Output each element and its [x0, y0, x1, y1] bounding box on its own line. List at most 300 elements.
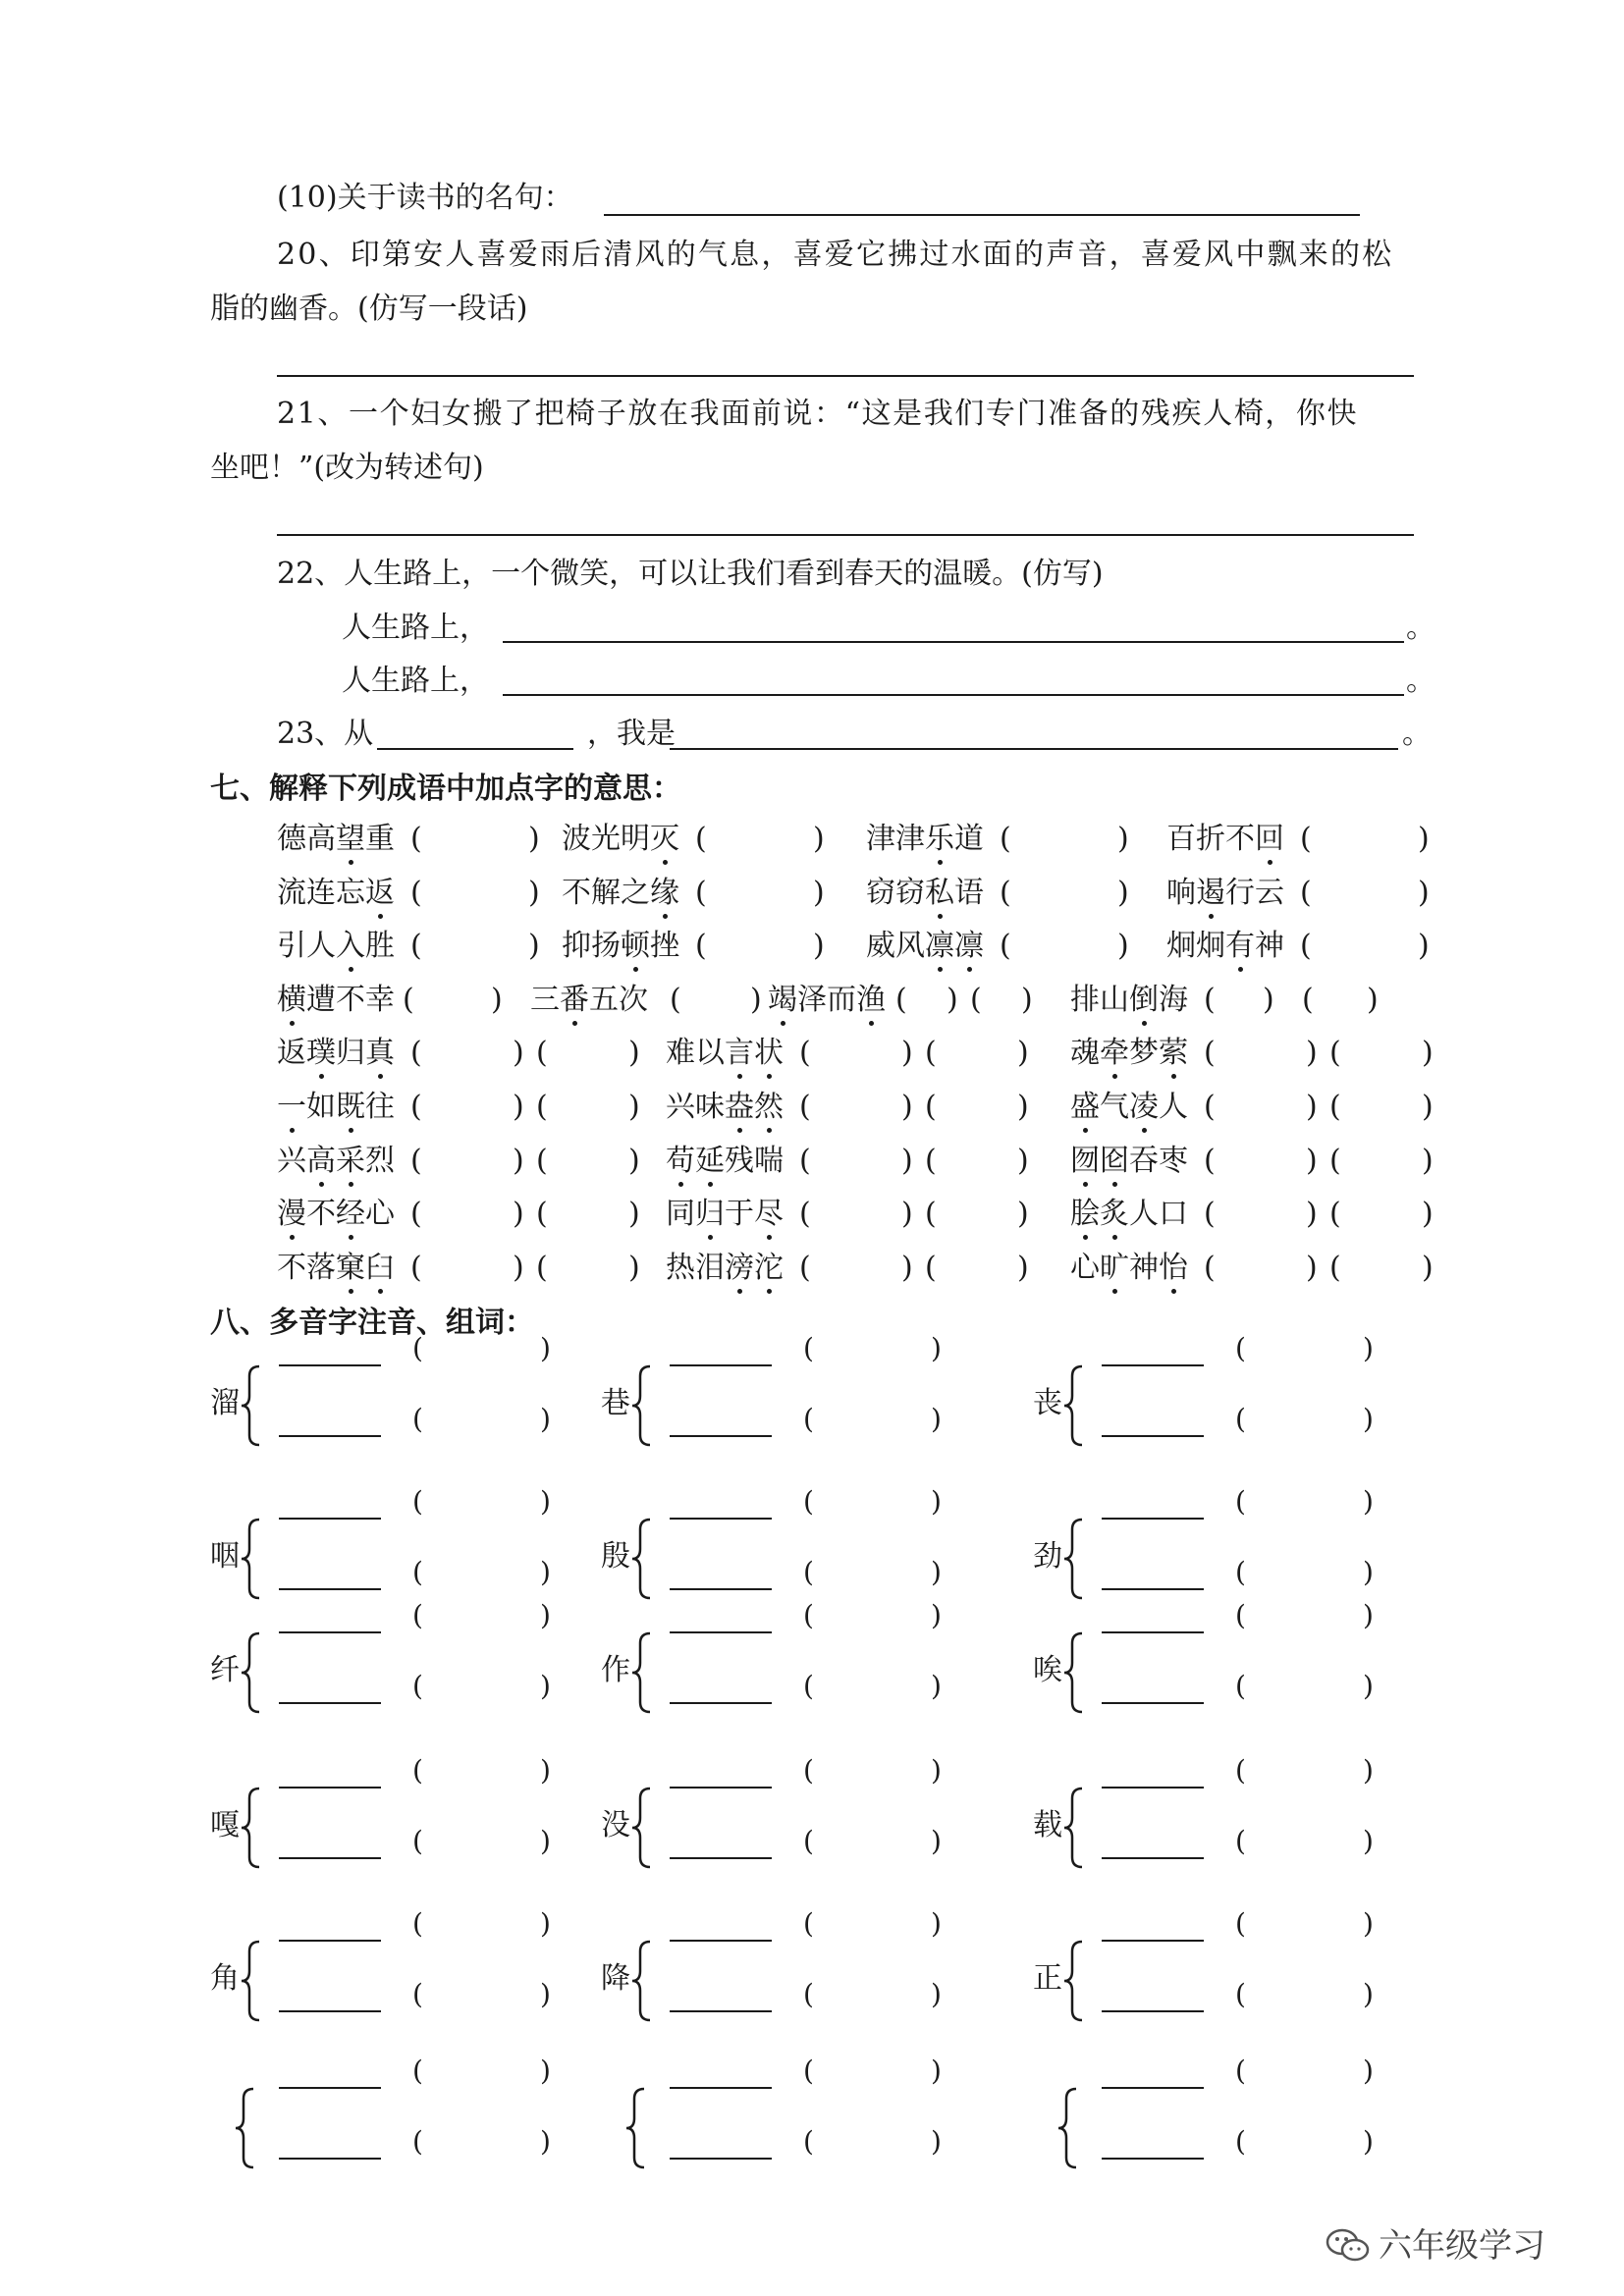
q23-blank-2[interactable] — [670, 748, 1398, 750]
answer-paren-close: ) — [901, 1090, 913, 1124]
idiom-text — [277, 1142, 395, 1181]
idiom-plain-text: 津津 — [866, 822, 925, 856]
answer-paren-close: ) — [1117, 929, 1129, 963]
pinyin-paren-open[interactable]: ( — [803, 1403, 814, 1435]
answer-paren-open[interactable]: ( — [1000, 876, 1011, 910]
idiom-plain-text: 海 — [1159, 983, 1188, 1017]
word-blank-line[interactable] — [279, 1588, 381, 1590]
idiom-plain-text: 语 — [954, 876, 984, 910]
answer-paren-close: ) — [901, 1144, 913, 1178]
polyphone-char: 没 — [601, 1808, 630, 1842]
pinyin-paren-open[interactable]: ( — [412, 2125, 423, 2158]
idiom-plain-text: 归 — [336, 1036, 365, 1070]
answer-paren-close: ) — [1422, 1036, 1434, 1070]
q21-line1: 21、一个妇女搬了把椅子放在我面前说：“这是我们专门准备的残疾人椅，你快 — [277, 397, 1359, 431]
pinyin-paren-open[interactable]: ( — [412, 1599, 423, 1631]
word-blank-line[interactable] — [670, 1435, 772, 1437]
word-blank-line[interactable] — [1102, 1631, 1204, 1633]
q23-end: 。 — [1402, 717, 1432, 751]
dotted-char: 炙 — [1100, 1195, 1129, 1234]
dotted-char: 脍 — [1070, 1195, 1100, 1234]
dotted-char: 臼 — [365, 1249, 395, 1288]
answer-paren-open[interactable]: ( — [410, 1251, 422, 1285]
pinyin-paren-close: ) — [540, 1332, 551, 1364]
brace-icon — [240, 1364, 251, 1447]
answer-paren-open[interactable]: ( — [799, 1090, 811, 1124]
word-blank-line[interactable] — [279, 1940, 381, 1942]
pinyin-paren-open[interactable]: ( — [1235, 2125, 1246, 2158]
word-blank-line[interactable] — [279, 1518, 381, 1520]
q21-line2: 坐吧！”(改为转述句) — [210, 451, 484, 485]
brace-icon — [630, 1940, 642, 2022]
answer-paren-open[interactable]: ( — [670, 983, 681, 1017]
answer-paren-open[interactable]: ( — [1000, 929, 1011, 963]
word-blank-line[interactable] — [670, 2158, 772, 2160]
answer-paren-open[interactable]: ( — [695, 929, 707, 963]
pinyin-paren-close: ) — [931, 1825, 942, 1857]
answer-paren-open[interactable]: ( — [536, 1090, 548, 1124]
pinyin-paren-close: ) — [540, 1978, 551, 2010]
answer-paren-open[interactable]: ( — [1300, 929, 1312, 963]
dotted-char: 璞 — [306, 1034, 336, 1073]
watermark-text: 六年级学习 — [1379, 2226, 1545, 2266]
answer-paren-close: ) — [1306, 1197, 1318, 1231]
pinyin-paren-close: ) — [1363, 1825, 1374, 1857]
answer-paren-open[interactable]: ( — [925, 1144, 937, 1178]
idiom-plain-text: 吞枣 — [1129, 1144, 1188, 1178]
idiom-text — [666, 1249, 784, 1288]
answer-paren-close: ) — [513, 1090, 524, 1124]
idiom-plain-text: 返 — [277, 1036, 306, 1070]
brace-icon — [240, 1631, 251, 1714]
idiom-row — [277, 981, 1416, 1020]
idiom-text — [1070, 1249, 1188, 1288]
pinyin-paren-open[interactable]: ( — [412, 1754, 423, 1787]
answer-paren-close: ) — [628, 1251, 640, 1285]
answer-paren-open[interactable]: ( — [925, 1251, 937, 1285]
answer-paren-open[interactable]: ( — [799, 1036, 811, 1070]
idiom-plain-text: 神 — [1129, 1251, 1159, 1285]
word-blank-line[interactable] — [670, 1518, 772, 1520]
pinyin-paren-open[interactable]: ( — [1235, 1332, 1246, 1364]
word-blank-line[interactable] — [1102, 1857, 1204, 1859]
answer-paren-close: ) — [528, 822, 540, 856]
brace-icon — [1062, 1518, 1074, 1600]
pinyin-paren-open[interactable]: ( — [803, 1556, 814, 1588]
idiom-text — [1070, 981, 1188, 1020]
idiom-text — [666, 1142, 784, 1181]
answer-paren-open[interactable]: ( — [1329, 1036, 1341, 1070]
idiom-text — [1070, 1088, 1188, 1127]
answer-paren-close: ) — [750, 983, 762, 1017]
answer-paren-close: ) — [901, 1197, 913, 1231]
pinyin-paren-open[interactable]: ( — [412, 1670, 423, 1702]
pinyin-paren-close: ) — [1363, 2125, 1374, 2158]
dotted-char: 倒 — [1129, 981, 1159, 1020]
answer-paren-open[interactable]: ( — [536, 1251, 548, 1285]
pinyin-paren-close: ) — [1363, 1556, 1374, 1588]
idiom-text — [562, 927, 679, 966]
idiom-plain-text: 于 — [725, 1197, 754, 1231]
answer-paren-open[interactable]: ( — [1329, 1197, 1341, 1231]
pinyin-paren-close: ) — [540, 1556, 551, 1588]
word-blank-line[interactable] — [279, 1364, 381, 1366]
idiom-text — [666, 1034, 784, 1073]
pinyin-paren-open[interactable]: ( — [412, 1907, 423, 1940]
answer-paren-open[interactable]: ( — [1329, 1090, 1341, 1124]
pinyin-paren-open[interactable]: ( — [1235, 1599, 1246, 1631]
idiom-plain-text: 心 — [1070, 1251, 1100, 1285]
pinyin-paren-close: ) — [1363, 1599, 1374, 1631]
answer-paren-open[interactable]: ( — [410, 876, 422, 910]
pinyin-paren-open[interactable]: ( — [1235, 1825, 1246, 1857]
answer-paren-open[interactable]: ( — [695, 876, 707, 910]
dotted-char: 延 — [695, 1142, 725, 1181]
word-blank-line[interactable] — [279, 1857, 381, 1859]
polyphone-char: 劲 — [1033, 1539, 1062, 1574]
dotted-char: 囵 — [1100, 1142, 1129, 1181]
dotted-char: 经 — [336, 1195, 365, 1234]
answer-paren-open[interactable]: ( — [1329, 1251, 1341, 1285]
dotted-char: 怡 — [1159, 1249, 1188, 1288]
answer-paren-close: ) — [1017, 1197, 1029, 1231]
idiom-text — [768, 981, 886, 1020]
dotted-char: 盎 — [725, 1088, 754, 1127]
dotted-char: 滂 — [725, 1249, 754, 1288]
answer-paren-open[interactable]: ( — [799, 1251, 811, 1285]
brace-icon — [240, 1787, 251, 1869]
answer-paren-close: ) — [491, 983, 503, 1017]
polyphone-char: 降 — [601, 1961, 630, 1996]
word-blank-line[interactable] — [1102, 2087, 1204, 2089]
pinyin-paren-close: ) — [931, 2125, 942, 2158]
idiom-plain-text: 不解之 — [562, 876, 650, 910]
idiom-text — [562, 874, 679, 913]
idiom-text — [1166, 927, 1284, 966]
answer-paren-open[interactable]: ( — [1300, 876, 1312, 910]
answer-paren-open[interactable]: ( — [410, 1090, 422, 1124]
pinyin-paren-open[interactable]: ( — [803, 2125, 814, 2158]
answer-paren-close: ) — [813, 929, 825, 963]
idiom-plain-text: 兴 — [277, 1144, 306, 1178]
idiom-plain-text: 兴味 — [666, 1090, 725, 1124]
pinyin-paren-close: ) — [1363, 1485, 1374, 1518]
pinyin-paren-open[interactable]: ( — [1235, 1978, 1246, 2010]
brace-icon — [1062, 1787, 1074, 1869]
pinyin-paren-open[interactable]: ( — [1235, 1556, 1246, 1588]
word-blank-line[interactable] — [279, 1631, 381, 1633]
q20-line2: 脂的幽香。(仿写一段话) — [210, 292, 528, 326]
polyphone-char: 角 — [210, 1961, 240, 1996]
idiom-plain-text: 流连忘 — [277, 876, 365, 910]
answer-paren-close: ) — [513, 1036, 524, 1070]
answer-paren-open[interactable]: ( — [1204, 983, 1216, 1017]
word-blank-line[interactable] — [1102, 1702, 1204, 1704]
word-blank-line[interactable] — [670, 2087, 772, 2089]
q21-answer-line[interactable] — [277, 534, 1414, 536]
idiom-plain-text: 百折不 — [1166, 822, 1255, 856]
idiom-plain-text: 往 — [365, 1090, 395, 1124]
idiom-plain-text: 炯炯 — [1166, 929, 1225, 963]
answer-paren-open[interactable]: ( — [1204, 1144, 1216, 1178]
answer-paren-open[interactable]: ( — [925, 1036, 937, 1070]
idiom-text — [277, 1195, 395, 1234]
idiom-row — [277, 1088, 1434, 1127]
word-blank-line[interactable] — [670, 1940, 772, 1942]
brace-icon — [234, 2087, 245, 2169]
idiom-text — [866, 927, 984, 966]
answer-paren-open[interactable]: ( — [1302, 983, 1314, 1017]
pinyin-paren-open[interactable]: ( — [412, 1825, 423, 1857]
q22-answer-line-2[interactable] — [503, 694, 1404, 696]
dotted-char: 状 — [754, 1034, 784, 1073]
idiom-plain-text: 不 — [306, 1197, 336, 1231]
answer-paren-close: ) — [1422, 1251, 1434, 1285]
answer-paren-open[interactable]: ( — [536, 1197, 548, 1231]
pinyin-paren-close: ) — [1363, 1978, 1374, 2010]
answer-paren-close: ) — [1306, 1251, 1318, 1285]
idiom-plain-text: 行云 — [1225, 876, 1284, 910]
dotted-char: 凛 — [954, 927, 984, 966]
idiom-plain-text: 威风 — [866, 929, 925, 963]
answer-paren-open[interactable]: ( — [799, 1144, 811, 1178]
idiom-text — [1166, 874, 1284, 913]
pinyin-paren-close: ) — [931, 1978, 942, 2010]
dotted-char: 望 — [336, 820, 365, 859]
pinyin-paren-close: ) — [1363, 1403, 1374, 1435]
idiom-plain-text: 气 — [1100, 1090, 1129, 1124]
idiom-row — [277, 820, 1430, 859]
answer-paren-open[interactable]: ( — [925, 1197, 937, 1231]
pinyin-paren-open[interactable]: ( — [1235, 2055, 1246, 2087]
pinyin-paren-close: ) — [540, 1599, 551, 1631]
pinyin-paren-open[interactable]: ( — [412, 1332, 423, 1364]
pinyin-paren-open[interactable]: ( — [1235, 1670, 1246, 1702]
dotted-char: 言 — [725, 1034, 754, 1073]
answer-paren-open[interactable]: ( — [410, 822, 422, 856]
answer-paren-open[interactable]: ( — [410, 1197, 422, 1231]
idiom-plain-text: 重 — [365, 822, 395, 856]
pinyin-paren-open[interactable]: ( — [803, 1754, 814, 1787]
word-blank-line[interactable] — [1102, 1518, 1204, 1520]
dotted-char: 凛 — [925, 927, 954, 966]
brace-icon — [624, 2087, 636, 2169]
word-blank-line[interactable] — [670, 1787, 772, 1789]
answer-paren-open[interactable]: ( — [1329, 1144, 1341, 1178]
dotted-char: 顿 — [621, 927, 650, 966]
pinyin-paren-close: ) — [931, 1599, 942, 1631]
answer-paren-open[interactable]: ( — [1000, 822, 1011, 856]
dotted-char: 返 — [365, 874, 395, 913]
idiom-plain-text: 残喘 — [725, 1144, 784, 1178]
idiom-plain-text: 德高 — [277, 822, 336, 856]
answer-paren-close: ) — [1306, 1036, 1318, 1070]
word-blank-line[interactable] — [1102, 1364, 1204, 1366]
answer-paren-open[interactable]: ( — [536, 1036, 548, 1070]
polyphone-char: 唉 — [1033, 1653, 1062, 1687]
idiom-plain-text: 烈 — [365, 1144, 395, 1178]
pinyin-paren-close: ) — [1363, 1754, 1374, 1787]
word-blank-line[interactable] — [279, 1787, 381, 1789]
answer-paren-close: ) — [901, 1251, 913, 1285]
word-blank-line[interactable] — [670, 1702, 772, 1704]
dotted-char: 乐 — [925, 820, 954, 859]
dotted-char: 横 — [277, 981, 306, 1020]
word-blank-line[interactable] — [279, 1435, 381, 1437]
answer-paren-open[interactable]: ( — [410, 929, 422, 963]
word-blank-line[interactable] — [1102, 1940, 1204, 1942]
brace-icon — [630, 1787, 642, 1869]
word-blank-line[interactable] — [279, 2158, 381, 2160]
word-blank-line[interactable] — [279, 1702, 381, 1704]
word-blank-line[interactable] — [279, 2087, 381, 2089]
word-blank-line[interactable] — [670, 1364, 772, 1366]
pinyin-paren-open[interactable]: ( — [803, 1485, 814, 1518]
answer-paren-open[interactable]: ( — [1300, 822, 1312, 856]
q22-answer-line-1[interactable] — [503, 641, 1404, 643]
q20-line1: 20、印第安人喜爱雨后清风的气息，喜爱它拂过水面的声音，喜爱风中飘来的松 — [277, 238, 1394, 272]
word-blank-line[interactable] — [670, 2010, 772, 2012]
pinyin-paren-open[interactable]: ( — [412, 1485, 423, 1518]
answer-paren-close: ) — [1367, 983, 1379, 1017]
pinyin-paren-open[interactable]: ( — [1235, 1907, 1246, 1940]
idiom-plain-text: 神 — [1255, 929, 1284, 963]
pinyin-paren-close: ) — [931, 1670, 942, 1702]
pinyin-paren-close: ) — [540, 1485, 551, 1518]
pinyin-paren-open[interactable]: ( — [803, 2055, 814, 2087]
dotted-char: 旷 — [1100, 1249, 1129, 1288]
idiom-plain-text: 引人 — [277, 929, 336, 963]
pinyin-paren-close: ) — [540, 2055, 551, 2087]
dotted-char: 缘 — [650, 874, 679, 913]
idiom-plain-text: 心 — [365, 1197, 395, 1231]
polyphone-char: 巷 — [601, 1386, 630, 1420]
word-blank-line[interactable] — [670, 1588, 772, 1590]
answer-paren-open[interactable]: ( — [1204, 1090, 1216, 1124]
q23-blank-1[interactable] — [377, 748, 573, 750]
pinyin-paren-close: ) — [931, 1754, 942, 1787]
answer-paren-open[interactable]: ( — [536, 1144, 548, 1178]
polyphone-char: 纤 — [210, 1653, 240, 1687]
pinyin-paren-open[interactable]: ( — [1235, 1485, 1246, 1518]
idiom-text — [277, 1088, 395, 1127]
answer-paren-open[interactable]: ( — [970, 983, 982, 1017]
dotted-char: 真 — [365, 1034, 395, 1073]
answer-paren-open[interactable]: ( — [1204, 1251, 1216, 1285]
q22-end-1: 。 — [1406, 611, 1435, 645]
q10-answer-line[interactable] — [604, 214, 1360, 216]
polyphone-char: 载 — [1033, 1808, 1062, 1842]
dotted-char: 尽 — [754, 1195, 784, 1234]
polyphone-char: 作 — [601, 1653, 630, 1687]
answer-paren-open[interactable]: ( — [403, 983, 414, 1017]
idiom-row — [277, 1034, 1434, 1073]
answer-paren-close: ) — [1263, 983, 1274, 1017]
pinyin-paren-open[interactable]: ( — [803, 1825, 814, 1857]
answer-paren-open[interactable]: ( — [1204, 1036, 1216, 1070]
idiom-plain-text: 难以 — [666, 1036, 725, 1070]
dotted-char: 萦 — [1159, 1034, 1188, 1073]
answer-paren-close: ) — [1422, 1144, 1434, 1178]
dotted-char: 盛 — [1070, 1088, 1100, 1127]
idiom-row — [277, 1142, 1434, 1181]
word-blank-line[interactable] — [1102, 1787, 1204, 1789]
dotted-char: 归 — [695, 1195, 725, 1234]
dotted-char: 沱 — [754, 1249, 784, 1288]
dotted-char: 牵 — [1100, 1034, 1129, 1073]
word-blank-line[interactable] — [670, 1631, 772, 1633]
word-blank-line[interactable] — [1102, 2158, 1204, 2160]
idiom-plain-text: 如 — [306, 1090, 336, 1124]
pinyin-paren-open[interactable]: ( — [412, 2055, 423, 2087]
q20-answer-line[interactable] — [277, 375, 1414, 377]
pinyin-paren-open[interactable]: ( — [412, 1403, 423, 1435]
answer-paren-open[interactable]: ( — [925, 1090, 937, 1124]
dotted-char: 有 — [1225, 927, 1255, 966]
brace-icon — [630, 1631, 642, 1714]
answer-paren-open[interactable]: ( — [410, 1036, 422, 1070]
word-blank-line[interactable] — [1102, 2010, 1204, 2012]
answer-paren-close: ) — [1418, 929, 1430, 963]
polyphone-char: 嘎 — [210, 1808, 240, 1842]
pinyin-paren-close: ) — [1363, 1670, 1374, 1702]
answer-paren-open[interactable]: ( — [695, 822, 707, 856]
dotted-char: 入 — [336, 927, 365, 966]
idiom-plain-text: 五次 — [589, 983, 648, 1017]
word-blank-line[interactable] — [1102, 1435, 1204, 1437]
word-blank-line[interactable] — [279, 2010, 381, 2012]
pinyin-paren-open[interactable]: ( — [803, 1670, 814, 1702]
answer-paren-open[interactable]: ( — [895, 983, 907, 1017]
word-blank-line[interactable] — [670, 1857, 772, 1859]
dotted-char: 采 — [336, 1142, 365, 1181]
answer-paren-close: ) — [813, 876, 825, 910]
idiom-text — [1070, 1195, 1188, 1234]
q22-prefix-2: 人生路上， — [342, 664, 489, 698]
idiom-text — [277, 874, 395, 913]
idiom-text — [1070, 1034, 1188, 1073]
pinyin-paren-close: ) — [931, 2055, 942, 2087]
answer-paren-close: ) — [1422, 1090, 1434, 1124]
answer-paren-close: ) — [1017, 1251, 1029, 1285]
answer-paren-open[interactable]: ( — [1204, 1197, 1216, 1231]
q22-line1: 22、人生路上，一个微笑，可以让我们看到春天的温暖。(仿写) — [277, 557, 1104, 591]
dotted-char: 番 — [560, 981, 589, 1020]
pinyin-paren-open[interactable]: ( — [803, 1978, 814, 2010]
answer-paren-close: ) — [528, 876, 540, 910]
answer-paren-open[interactable]: ( — [410, 1144, 422, 1178]
idiom-plain-text: 遭不幸 — [306, 983, 395, 1017]
pinyin-paren-close: ) — [1363, 2055, 1374, 2087]
dotted-char: 高 — [306, 1142, 336, 1181]
pinyin-paren-open[interactable]: ( — [412, 1978, 423, 2010]
dotted-char: 漫 — [277, 1195, 306, 1234]
word-blank-line[interactable] — [1102, 1588, 1204, 1590]
pinyin-paren-open[interactable]: ( — [803, 1332, 814, 1364]
idiom-row — [277, 927, 1430, 966]
pinyin-paren-close: ) — [540, 1754, 551, 1787]
pinyin-paren-open[interactable]: ( — [1235, 1754, 1246, 1787]
answer-paren-open[interactable]: ( — [799, 1197, 811, 1231]
idiom-plain-text: 挫 — [650, 929, 679, 963]
pinyin-paren-open[interactable]: ( — [803, 1599, 814, 1631]
section7-title: 七、解释下列成语中加点字的意思： — [210, 772, 681, 806]
pinyin-paren-open[interactable]: ( — [803, 1907, 814, 1940]
brace-icon — [1062, 1631, 1074, 1714]
pinyin-paren-open[interactable]: ( — [1235, 1403, 1246, 1435]
pinyin-paren-open[interactable]: ( — [412, 1556, 423, 1588]
idiom-plain-text: 响 — [1166, 876, 1196, 910]
